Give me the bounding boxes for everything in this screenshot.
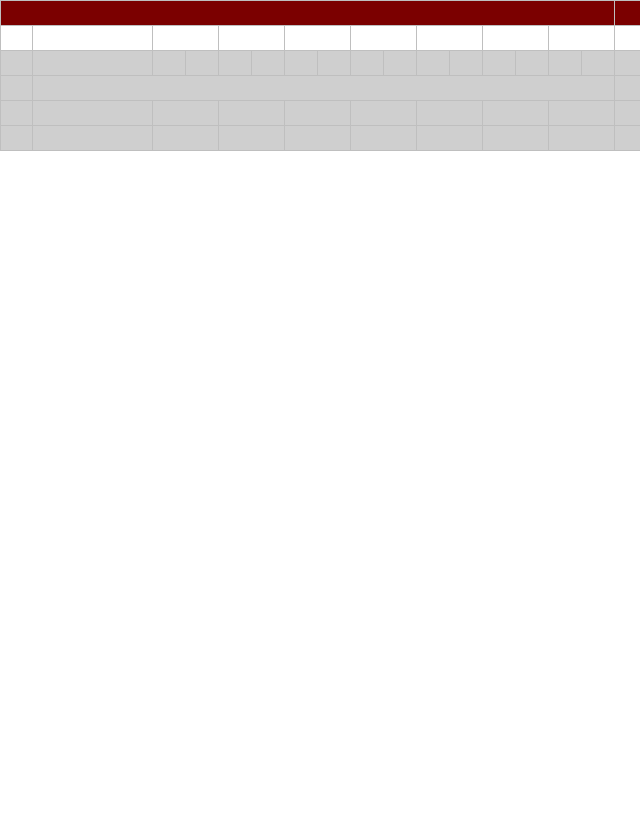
header-driver (33, 51, 153, 76)
header-race (450, 51, 483, 76)
location-cell (417, 101, 483, 126)
date-cell (549, 26, 615, 51)
mode-row (1, 126, 640, 151)
location-cell (153, 101, 219, 126)
location-cell (351, 101, 417, 126)
location-cell (483, 101, 549, 126)
header-race (318, 51, 351, 76)
mode-cell (219, 126, 285, 151)
location-cell (219, 101, 285, 126)
header-pos (1, 51, 33, 76)
mode-cell (351, 126, 417, 151)
header-race (417, 51, 450, 76)
date-cell (483, 26, 549, 51)
qualification-threshold-note (33, 76, 615, 101)
date-cell (351, 26, 417, 51)
date-cell (417, 26, 483, 51)
header-total (615, 51, 640, 76)
dates-label (33, 26, 153, 51)
header-race (351, 51, 384, 76)
dates-row (1, 26, 640, 51)
header-race (153, 51, 186, 76)
header-race (384, 51, 417, 76)
location-cell (285, 101, 351, 126)
separator-row (1, 76, 640, 101)
title-spacer (615, 1, 640, 26)
location-label (33, 101, 153, 126)
header-row (1, 51, 640, 76)
mode-cell (285, 126, 351, 151)
header-race (285, 51, 318, 76)
header-race (252, 51, 285, 76)
location-cell (549, 101, 615, 126)
mode-cell (483, 126, 549, 151)
mode-cell (153, 126, 219, 151)
mode-label (33, 126, 153, 151)
title-row (1, 1, 640, 26)
header-race (186, 51, 219, 76)
mode-cell (417, 126, 483, 151)
date-cell (219, 26, 285, 51)
page-title (1, 1, 615, 26)
header-race (219, 51, 252, 76)
location-row (1, 101, 640, 126)
mode-cell (549, 126, 615, 151)
standings-table (0, 0, 640, 151)
date-cell (285, 26, 351, 51)
date-cell (153, 26, 219, 51)
header-race (516, 51, 549, 76)
header-race (582, 51, 615, 76)
header-race (483, 51, 516, 76)
header-race (549, 51, 582, 76)
